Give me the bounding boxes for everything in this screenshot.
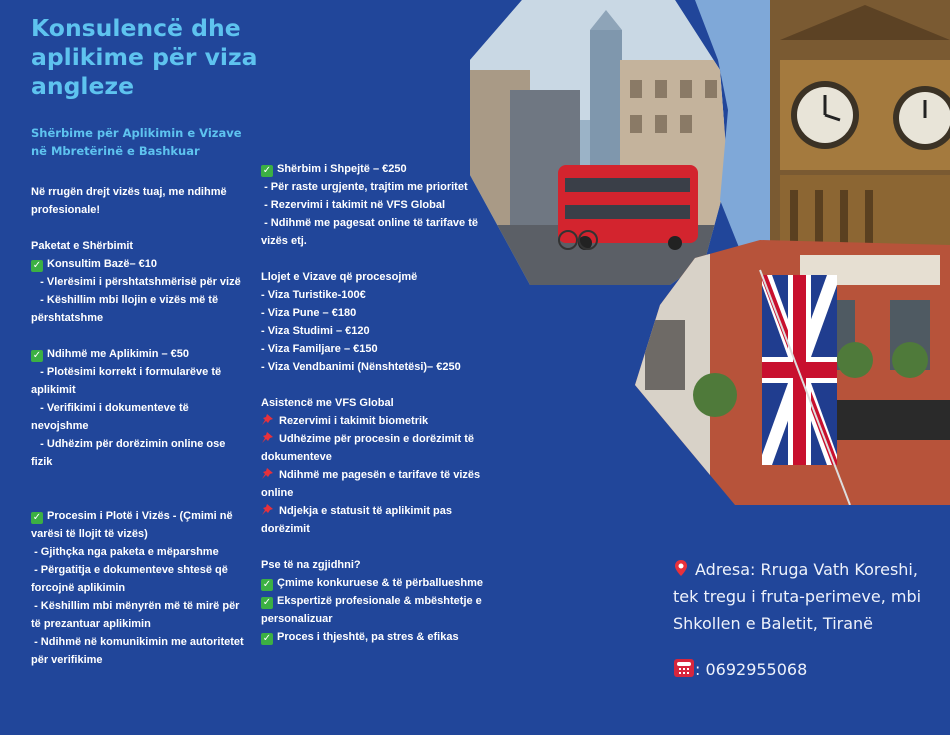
line-text: Procesim i Plotë i Vizës - (Çmimi në varësi të llojit të vizës) <box>31 510 236 540</box>
text-line <box>261 358 486 376</box>
text-line <box>261 178 486 196</box>
text-line <box>261 268 486 286</box>
check-mark-icon: ✓ <box>32 512 42 523</box>
line-text: Ekspertizë profesionale & mbështetje e personalizuar <box>261 595 485 625</box>
pushpin-icon <box>261 413 276 426</box>
text-line <box>31 399 246 435</box>
text-line <box>261 250 486 268</box>
text-line <box>31 597 246 633</box>
text-line <box>261 538 486 556</box>
check-mark-icon: ✓ <box>262 579 272 590</box>
check-mark-icon: ✓ <box>32 260 42 271</box>
line-text: - Ndihmë me pagesat online të tarifave të vizës etj. <box>261 217 482 247</box>
line-text: Konsultim Bazë– €10 <box>47 258 158 270</box>
pushpin-icon <box>261 503 276 516</box>
line-text: Paketat e Shërbimit <box>31 240 134 252</box>
line-text: - Këshillim mbi mënyrën më të mirë për të prezantuar aplikimin <box>31 600 243 630</box>
line-text: - Viza Turistike-100€ <box>261 289 366 301</box>
text-line <box>261 628 486 646</box>
text-line <box>31 633 246 669</box>
text-line <box>261 322 486 340</box>
text-line <box>31 219 246 237</box>
text-line <box>261 592 486 628</box>
text-line <box>261 160 486 178</box>
check-mark-icon: ✓ <box>32 350 42 361</box>
text-line <box>31 237 246 255</box>
text-line <box>31 183 246 219</box>
text-line <box>261 286 486 304</box>
text-line <box>261 340 486 358</box>
line-text: - Viza Pune – €180 <box>261 307 357 319</box>
services-column-right <box>261 160 486 646</box>
london-photo-collage <box>470 0 950 510</box>
location-pin-icon <box>673 559 689 577</box>
text-line <box>31 543 246 561</box>
text-line <box>31 273 246 291</box>
line-text: Rezervimi i takimit biometrik <box>279 415 429 427</box>
line-text: - Përgatitja e dokumenteve shtesë që forcojnë aplikimin <box>31 564 231 594</box>
phone-number: : 0692955068 <box>695 660 808 679</box>
line-text: Ndjekja e statusit të aplikimit pas dorëzimit <box>261 505 456 535</box>
line-text: Pse të na zgjidhni? <box>261 559 361 571</box>
text-line <box>31 255 246 273</box>
line-text: Proces i thjeshtë, pa stres & efikas <box>277 631 459 643</box>
line-text: - Për raste urgjente, trajtim me prioritet <box>261 181 468 193</box>
text-line <box>31 327 246 345</box>
text-line <box>31 561 246 597</box>
text-line <box>261 412 486 430</box>
text-line <box>261 196 486 214</box>
check-mark-icon: ✓ <box>262 633 272 644</box>
text-line <box>261 502 486 538</box>
text-line <box>261 574 486 592</box>
text-line <box>31 507 246 543</box>
line-text: - Viza Familjare – €150 <box>261 343 378 355</box>
text-line <box>31 435 246 471</box>
text-line <box>261 394 486 412</box>
text-line <box>31 489 246 507</box>
text-line <box>31 471 246 489</box>
line-text: Çmime konkuruese & të përballueshme <box>277 577 484 589</box>
page-title: Konsulencë dhe aplikime për viza angleze <box>31 14 258 100</box>
line-text: Në rrugën drejt vizës tuaj, me ndihmë profesionale! <box>31 186 230 216</box>
text-line <box>31 291 246 327</box>
london-street-photo <box>470 0 730 290</box>
page-subtitle: Shërbime për Aplikimin e Vizave në Mbretërinë e Bashkuar <box>31 126 242 158</box>
text-line <box>261 556 486 574</box>
line-text: Ndihmë me pagesën e tarifave të vizës online <box>261 469 484 499</box>
text-line <box>261 430 486 466</box>
check-mark-icon: ✓ <box>262 165 272 176</box>
line-text: - Plotësimi korrekt i formularëve të aplikimit <box>31 366 225 396</box>
pushpin-icon <box>261 431 276 444</box>
text-line <box>261 466 486 502</box>
line-text: - Ndihmë në komunikimin me autoritetet për verifikime <box>31 636 247 666</box>
address-text: Adresa: Rruga Vath Koreshi, tek tregu i fruta-perimeve, mbi Shkollen e Baletit, Tiranë <box>673 560 922 633</box>
address-block <box>673 556 933 637</box>
pushpin-icon <box>261 467 276 480</box>
line-text: - Viza Vendbanimi (Nënshtetësi)– €250 <box>261 361 461 373</box>
text-line <box>261 214 486 250</box>
text-line <box>31 345 246 363</box>
text-line <box>261 304 486 322</box>
line-text: Llojet e Vizave që procesojmë <box>261 271 418 283</box>
line-text: Udhëzime për procesin e dorëzimit të dokumenteve <box>261 433 478 463</box>
text-line <box>31 363 246 399</box>
line-text: - Udhëzim për dorëzimin online ose fizik <box>31 438 229 468</box>
services-column-left <box>31 183 246 669</box>
line-text: Asistencë me VFS Global <box>261 397 394 409</box>
text-line <box>261 376 486 394</box>
red-double-decker-bus <box>558 165 698 243</box>
check-mark-icon: ✓ <box>262 597 272 608</box>
line-text: - Këshillim mbi llojin e vizës më të përshtatshme <box>31 294 222 324</box>
line-text: - Verifikimi i dokumenteve të nevojshme <box>31 402 192 432</box>
phone-block <box>673 658 933 682</box>
telephone-icon <box>673 658 695 678</box>
line-text: - Vlerësimi i përshtatshmërisë për vizë <box>31 276 241 288</box>
line-text: - Gjithçka nga paketa e mëparshme <box>31 546 219 558</box>
line-text: - Rezervimi i takimit në VFS Global <box>261 199 445 211</box>
line-text: Ndihmë me Aplikimin – €50 <box>47 348 190 360</box>
union-flag-photo <box>630 240 950 510</box>
line-text: - Viza Studimi – €120 <box>261 325 370 337</box>
line-text: Shërbim i Shpejtë – €250 <box>277 163 407 175</box>
